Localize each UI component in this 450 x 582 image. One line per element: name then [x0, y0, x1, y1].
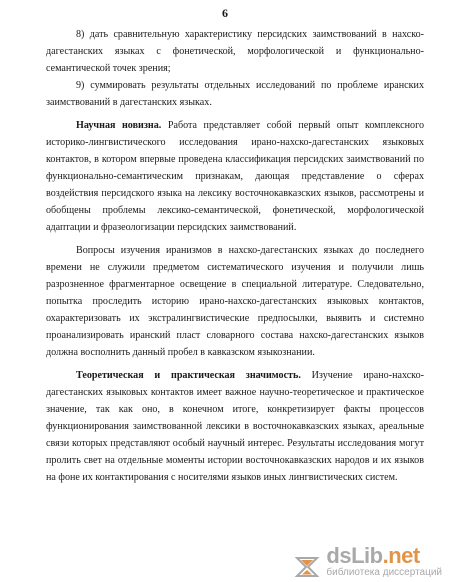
watermark-brand-accent: .net [382, 543, 420, 568]
page-number: 6 [222, 6, 228, 20]
novelty-paragraph [46, 117, 424, 236]
significance-text: Изучение ирано-нахско-дагестанских языковых контактов имеет важное научно-теоретическое и практическое значение, так как оно, в конечном итоге, конкретизирует факты процессов функционирования заимствованной лексики в восточнокавказских языках, ареальные связи которых представляют особый научный интерес. Результаты исследования могут пролить свет на отдельные моменты истории восточнокавказских народов и их языков на фоне их контактирования с носителями языков иных лингвистических систем. [46, 370, 424, 483]
watermark-tagline: библиотека диссертаций [326, 567, 442, 578]
watermark [292, 545, 442, 578]
significance-heading: Теоретическая и практическая значимость. [76, 370, 301, 381]
novelty-text: Работа представляет собой первый опыт комплексного историко-лингвистического исследования ирано-нахско-дагестанских языковых контактов, в котором впервые проведена классификация персидских заимствований по функционально-семантическим признакам, дающая представление о сферах воздействия персидского языка на лексику восточнокавказских языков, рассмотрены и обобщены проблемы лексико-семантической, фонетической, морфологической адаптации и фразеологизации персидских заимствований. [46, 120, 425, 233]
significance-paragraph [46, 367, 424, 486]
list-item-9: 9) суммировать результаты отдельных исследований по проблеме иранских заимствований в дагестанских языках. [46, 80, 424, 108]
list-item-8: 8) дать сравнительную характеристику персидских заимствований в нахско-дагестанских языках с фонетической, морфологической и функционально-семантической точек зрения; [46, 29, 424, 74]
watermark-brand-main: dsLib [326, 543, 383, 568]
research-paragraph: Вопросы изучения иранизмов в нахско-дагестанских языках до последнего времени не служили предметом систематического изучения и получили лишь разрозненное фрагментарное освещение в специальной литературе. Следовательно, попытка проследить историю ирано-нахско-дагестанских языковых контактов, охарактеризовать их экстралингвистические предпосылки, выявить и системно проанализировать иранский пласт словарного состава нахско-дагестанских языков должна восполнить данный пробел в кавказском языкознании. [46, 245, 424, 358]
novelty-heading: Научная новизна. [76, 120, 162, 131]
document-body [46, 26, 424, 486]
hourglass-logo-icon [292, 556, 322, 578]
watermark-brand [326, 545, 419, 567]
